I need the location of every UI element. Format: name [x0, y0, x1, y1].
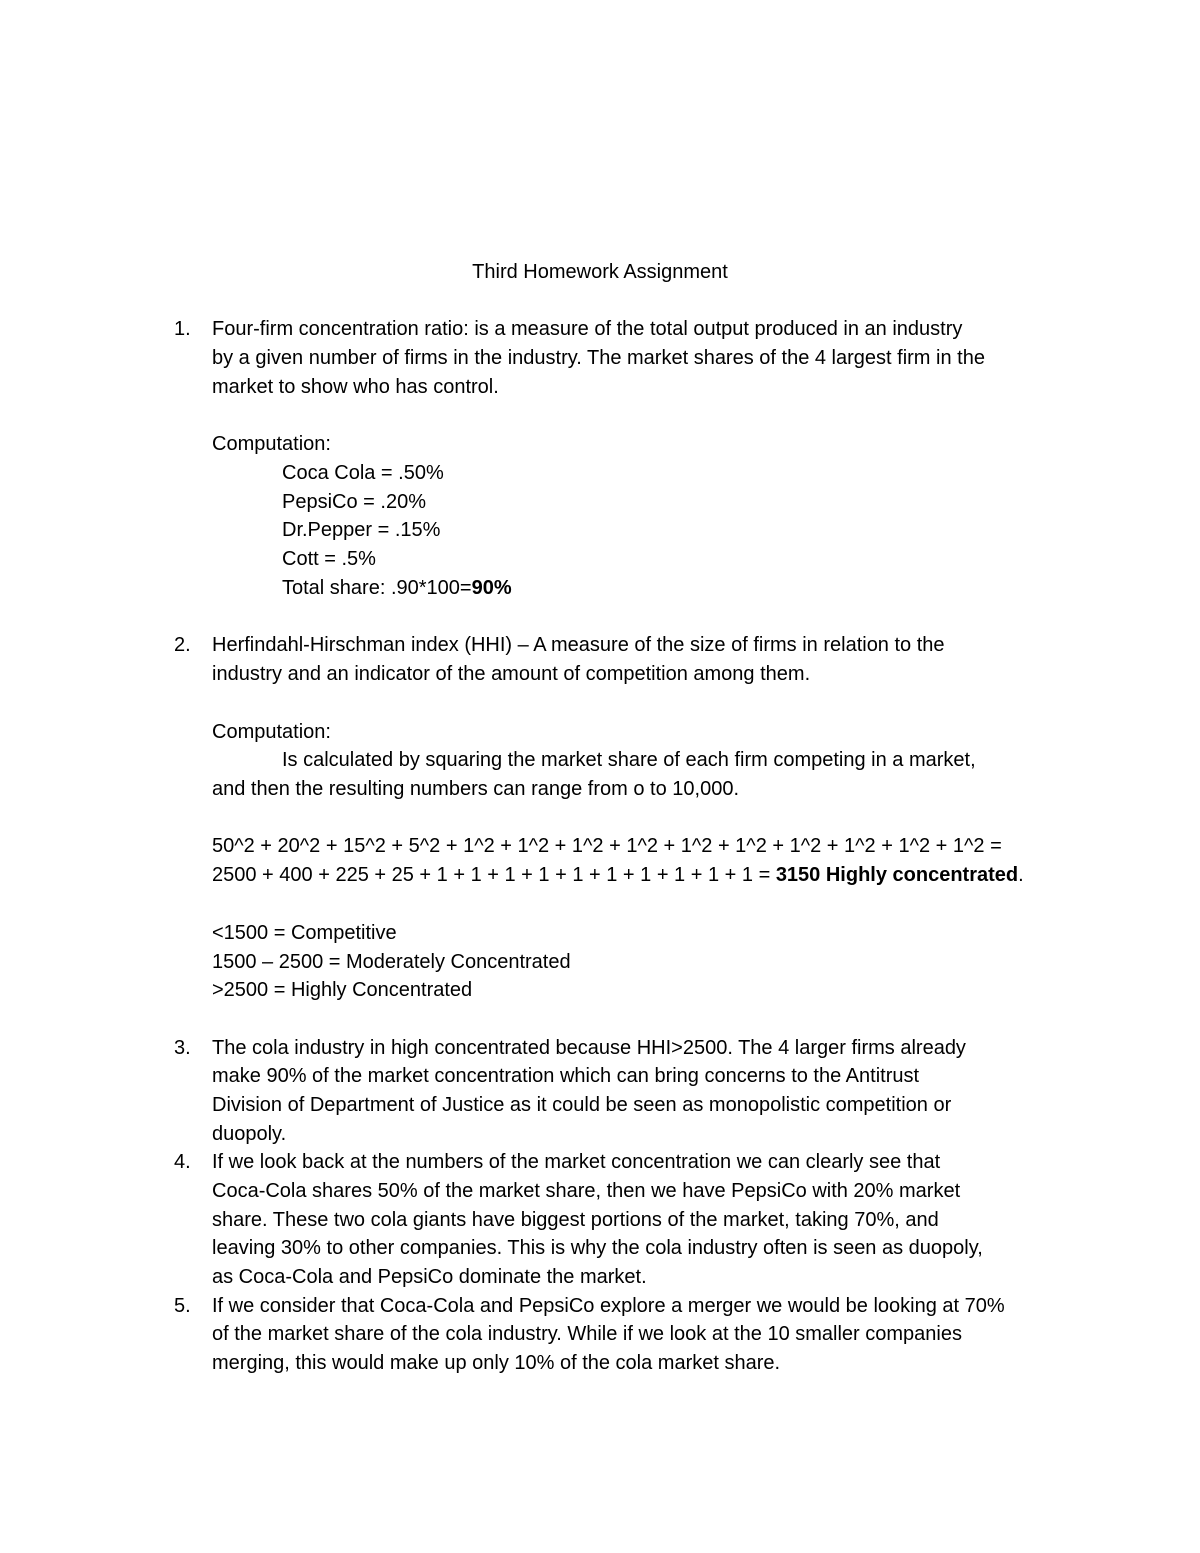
- question-1-line: by a given number of firms in the industry. The market shares of the 4 largest firm in the: [212, 347, 985, 369]
- question-3-number: 3.: [174, 1037, 191, 1059]
- question-2-number: 2.: [174, 634, 191, 656]
- total-share: [282, 574, 512, 602]
- question-3-line: Division of Department of Justice as it could be seen as monopolistic competition or: [212, 1094, 952, 1116]
- hhi-equation-period: .: [1018, 864, 1024, 886]
- total-share-prefix: Total share: .90*100=: [282, 577, 472, 599]
- question-1-computation-label: Computation:: [212, 433, 331, 455]
- question-2-computation-label: Computation:: [212, 721, 331, 743]
- question-4-line: leaving 30% to other companies. This is why the cola industry often is seen as duopoly,: [212, 1237, 983, 1259]
- question-5-line: If we consider that Coca-Cola and PepsiCo explore a merger we would be looking at 70%: [212, 1295, 1005, 1317]
- question-5-number: 5.: [174, 1295, 191, 1317]
- question-4-line: If we look back at the numbers of the market concentration we can clearly see that: [212, 1151, 941, 1173]
- question-3-line: make 90% of the market concentration which can bring concerns to the Antitrust: [212, 1065, 920, 1087]
- hhi-equation-sum: 2500 + 400 + 225 + 25 + 1 + 1 + 1 + 1 + 1 + 1 + 1 + 1 + 1 + 1 =: [212, 864, 776, 886]
- hhi-result: 3150 Highly concentrated: [775, 864, 1019, 886]
- hhi-equation-line-2: [212, 861, 1024, 889]
- question-2-line: Herfindahl-Hirschman index (HHI) – A measure of the size of firms in relation to the: [212, 634, 945, 656]
- question-2-line: industry and an indicator of the amount of competition among them.: [212, 663, 811, 685]
- market-share-item: PepsiCo = .20%: [282, 491, 426, 513]
- question-1-line: market to show who has control.: [212, 376, 499, 398]
- market-share-item: Coca Cola = .50%: [282, 462, 444, 484]
- question-4-line: as Coca-Cola and PepsiCo dominate the market.: [212, 1266, 647, 1288]
- computation-text: and then the resulting numbers can range from o to 10,000.: [212, 778, 740, 800]
- question-3-line: The cola industry in high concentrated because HHI>2500. The 4 larger firms already: [212, 1037, 966, 1059]
- hhi-range: >2500 = Highly Concentrated: [212, 979, 473, 1001]
- market-share-item: Cott = .5%: [282, 548, 376, 570]
- market-share-item: Dr.Pepper = .15%: [282, 519, 441, 541]
- hhi-range: 1500 – 2500 = Moderately Concentrated: [212, 951, 571, 973]
- question-1-line: Four-firm concentration ratio: is a measure of the total output produced in an industry: [212, 318, 963, 340]
- document-title: Third Homework Assignment: [472, 261, 728, 283]
- computation-text: Is calculated by squaring the market share of each firm competing in a market,: [282, 749, 976, 771]
- hhi-range: <1500 = Competitive: [212, 922, 397, 944]
- question-4-number: 4.: [174, 1151, 191, 1173]
- question-4-line: Coca-Cola shares 50% of the market share, then we have PepsiCo with 20% market: [212, 1180, 961, 1202]
- question-1-number: 1.: [174, 318, 191, 340]
- hhi-equation-line-1: 50^2 + 20^2 + 15^2 + 5^2 + 1^2 + 1^2 + 1^2 + 1^2 + 1^2 + 1^2 + 1^2 + 1^2 + 1^2 + 1^2 =: [212, 835, 1002, 857]
- question-5-line: of the market share of the cola industry. While if we look at the 10 smaller companies: [212, 1323, 962, 1345]
- question-4-line: share. These two cola giants have biggest portions of the market, taking 70%, and: [212, 1209, 939, 1231]
- total-share-value: 90%: [471, 577, 512, 599]
- question-3-line: duopoly.: [212, 1123, 287, 1145]
- question-5-line: merging, this would make up only 10% of the cola market share.: [212, 1352, 781, 1374]
